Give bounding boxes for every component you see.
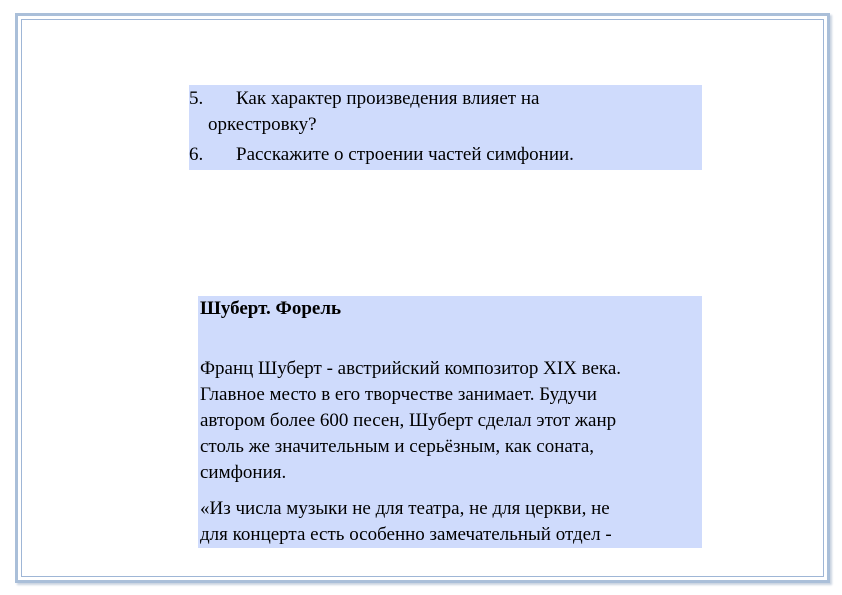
paragraph-line: Франц Шуберт - австрийский композитор XIX века. [200, 358, 622, 379]
paragraph-line: столь же значительным и серьёзным, как соната, [200, 436, 595, 457]
paragraph-line: «Из числа музыки не для театра, не для церкви, не [200, 498, 610, 519]
section-paragraph [200, 496, 700, 548]
question-item [189, 86, 702, 138]
paragraph-line: для концерта есть особенно замечательный отдел - [200, 524, 612, 545]
schubert-section [198, 296, 702, 548]
paragraph-line: симфония. [200, 462, 287, 483]
section-title: Шуберт. Форель [200, 298, 342, 319]
question-number: 6. [189, 144, 204, 165]
paragraph-line: Главное место в его творчестве занимает. Будучи [200, 384, 597, 405]
question-text [189, 86, 702, 138]
question-line: Как характер произведения влияет на [236, 88, 540, 109]
question-number: 5. [189, 88, 204, 109]
question-text [189, 142, 702, 168]
questions-block [189, 85, 702, 170]
section-paragraph [200, 356, 700, 486]
question-line: оркестровку? [208, 114, 317, 135]
paragraph-line: автором более 600 песен, Шуберт сделал этот жанр [200, 410, 617, 431]
question-line: Расскажите о строении частей симфонии. [236, 144, 574, 165]
question-item [189, 142, 702, 168]
